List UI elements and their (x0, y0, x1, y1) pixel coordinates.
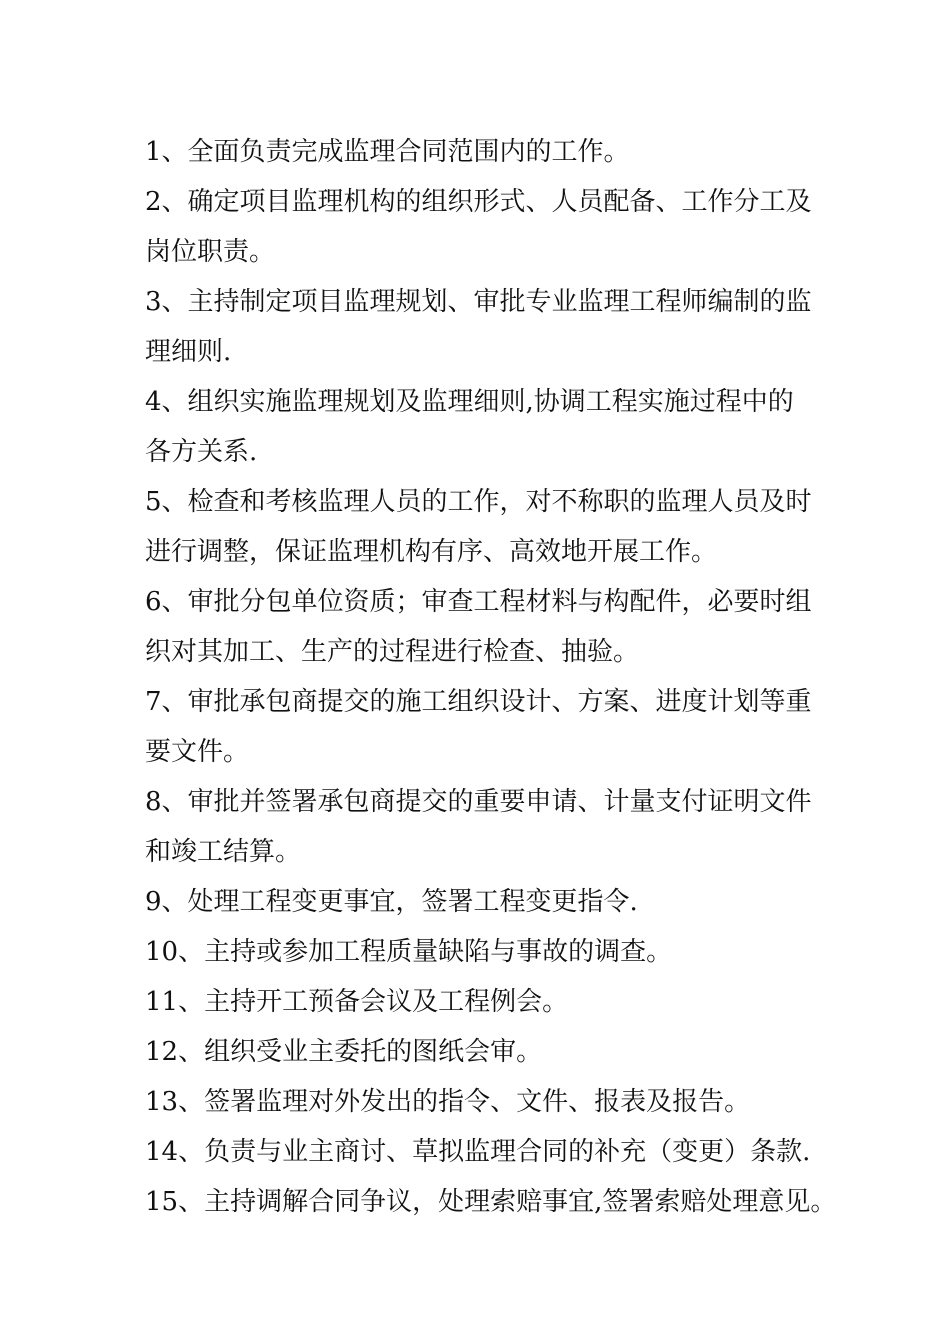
text-line: 和竣工结算。 (145, 837, 302, 867)
text-line: 3、主持制定项目监理规划、审批专业监理工程师编制的监 (145, 287, 812, 317)
text-line: 7、审批承包商提交的施工组织设计、方案、进度计划等重 (145, 687, 812, 717)
text-line: 15、主持调解合同争议，处理索赔事宜,签署索赔处理意见。 (145, 1187, 837, 1217)
text-line: 14、负责与业主商讨、草拟监理合同的补充（变更）条款. (145, 1137, 811, 1167)
text-line: 要文件。 (145, 737, 250, 767)
document-body (145, 127, 837, 1227)
text-line: 5、检查和考核监理人员的工作，对不称职的监理人员及时 (145, 487, 812, 517)
text-line: 8、审批并签署承包商提交的重要申请、计量支付证明文件 (145, 787, 812, 817)
text-line: 2、确定项目监理机构的组织形式、人员配备、工作分工及 (145, 187, 812, 217)
text-line: 进行调整，保证监理机构有序、高效地开展工作。 (145, 537, 718, 567)
text-line: 织对其加工、生产的过程进行检查、抽验。 (145, 637, 640, 667)
text-line: 6、审批分包单位资质；审查工程材料与构配件，必要时组 (145, 587, 812, 617)
text-line: 9、处理工程变更事宜，签署工程变更指令. (145, 887, 638, 917)
text-line: 理细则. (145, 337, 232, 367)
text-line: 11、主持开工预备会议及工程例会。 (145, 987, 569, 1017)
text-line: 4、组织实施监理规划及监理细则,协调工程实施过程中的 (145, 387, 794, 417)
text-line: 10、主持或参加工程质量缺陷与事故的调查。 (145, 937, 673, 967)
text-line: 12、组织受业主委托的图纸会审。 (145, 1037, 543, 1067)
text-line: 13、签署监理对外发出的指令、文件、报表及报告。 (145, 1087, 751, 1117)
text-line: 各方关系. (145, 437, 258, 467)
text-line: 岗位职责。 (145, 237, 276, 267)
text-line: 1、全面负责完成监理合同范围内的工作。 (145, 137, 630, 167)
